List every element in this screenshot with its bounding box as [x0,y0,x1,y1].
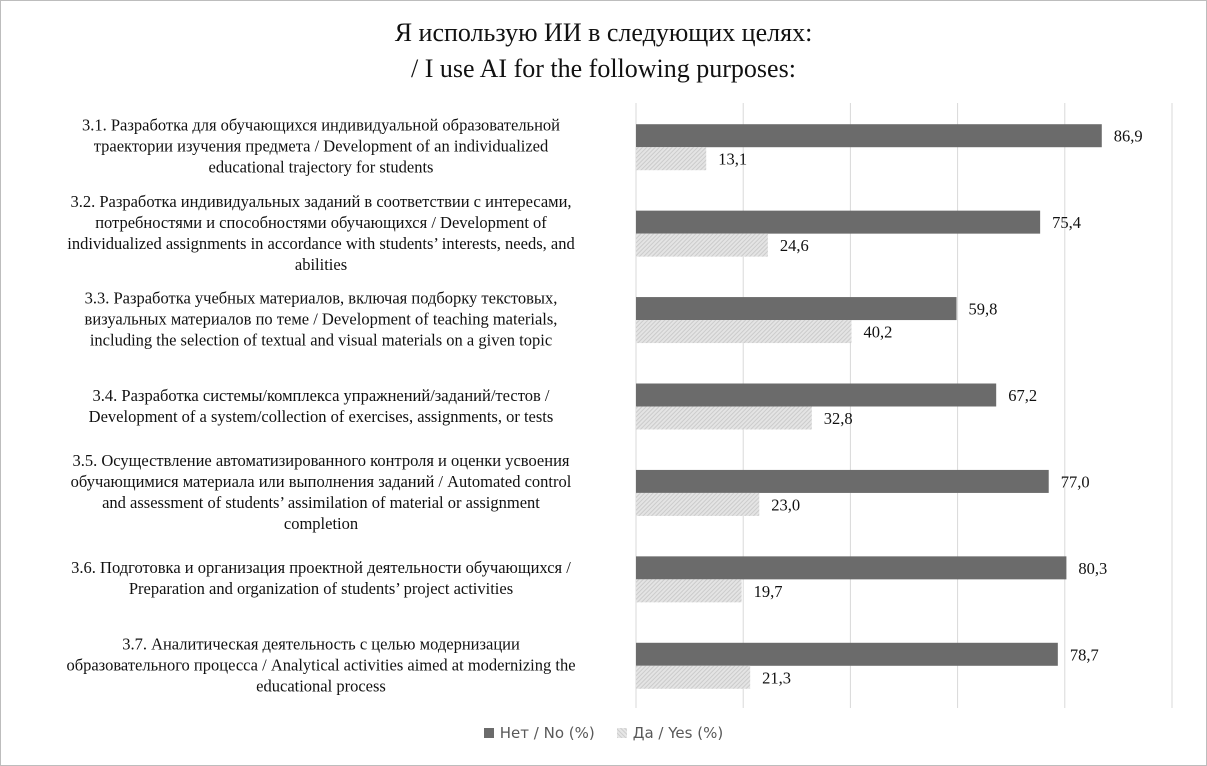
legend-item-yes [617,724,723,742]
bar-no [636,556,1066,579]
value-label-no: 59,8 [968,299,998,319]
category-label-line: 3.5. Осуществление автоматизированного контроля и оценки усвоения [72,450,570,470]
category-label-line: abilities [294,254,348,274]
category-label-line: образовательного процесса / Analytical activities aimed at modernizing the [66,655,576,675]
bar-yes [636,407,812,430]
category-label-line: визуальных материалов по теме / Development of teaching materials, [84,309,558,329]
bar-yes [636,320,851,343]
bar-yes [636,147,706,170]
value-label-no: 78,7 [1069,645,1099,665]
value-label-no: 86,9 [1113,126,1143,146]
category-label-line: completion [283,513,359,533]
bar-no [636,643,1058,666]
value-label-yes: 19,7 [753,581,783,601]
category-label-line: траектории изучения предмета / Development of an individualized [93,136,549,156]
legend-swatch-yes [617,728,627,738]
value-label-yes: 24,6 [779,236,809,256]
legend-item-no [484,724,595,742]
value-label-no: 75,4 [1052,213,1082,233]
category-label-line: обучающимися материала или выполнения заданий / Automated control [70,471,572,491]
category-label-line: 3.1. Разработка для обучающихся индивидуальной образовательной [82,115,560,135]
category-label-line: потребностями и способностями обучающихся / Development of [95,212,547,232]
bar-yes [636,666,750,689]
legend-label-no: Нет / No (%) [499,724,595,742]
value-label-yes: 21,3 [762,668,792,688]
bar-yes [636,493,759,516]
bar-no [636,384,996,407]
legend [0,724,1207,742]
value-label-no: 77,0 [1060,472,1090,492]
bar-no [636,297,957,320]
bar-yes [636,234,768,257]
category-label-line: including the selection of textual and visual materials on a given topic [89,330,553,350]
value-label-yes: 40,2 [863,322,893,342]
value-label-no: 80,3 [1078,558,1108,578]
category-label-line: and assessment of students’ assimilation of material or assignment [102,492,540,512]
bar-no [636,124,1102,147]
chart-subtitle: / I use AI for the following purposes: [411,54,796,83]
category-label-line: 3.6. Подготовка и организация проектной деятельности обучающихся / [71,558,571,578]
value-label-yes: 23,0 [771,495,801,515]
value-label-yes: 32,8 [823,409,853,428]
bar-no [636,470,1049,493]
value-label-yes: 13,1 [718,149,748,169]
category-label-line: individualized assignments in accordance with students’ interests, needs, and [67,233,575,253]
category-label-line: educational trajectory for students [208,157,434,177]
category-label-line: 3.7. Аналитическая деятельность с целью модернизации [122,634,520,654]
category-label-line: 3.2. Разработка индивидуальных заданий в соответствии с интересами, [70,191,572,211]
legend-swatch-no [484,728,494,738]
bar-yes [636,579,742,602]
category-label-line: Preparation and organization of students’ project activities [128,579,514,599]
category-label-line: 3.3. Разработка учебных материалов, включая подборку текстовых, [84,288,558,308]
bar-no [636,211,1040,234]
category-label-line: Development of a system/collection of exercises, assignments, or tests [88,406,554,426]
value-label-no: 67,2 [1008,386,1038,405]
category-label-line: educational process [256,676,386,696]
chart-title: Я использую ИИ в следующих целях: [394,18,813,47]
category-label-line: 3.4. Разработка системы/комплекса упражнений/заданий/тестов / [92,385,550,405]
legend-label-yes: Да / Yes (%) [632,724,724,742]
